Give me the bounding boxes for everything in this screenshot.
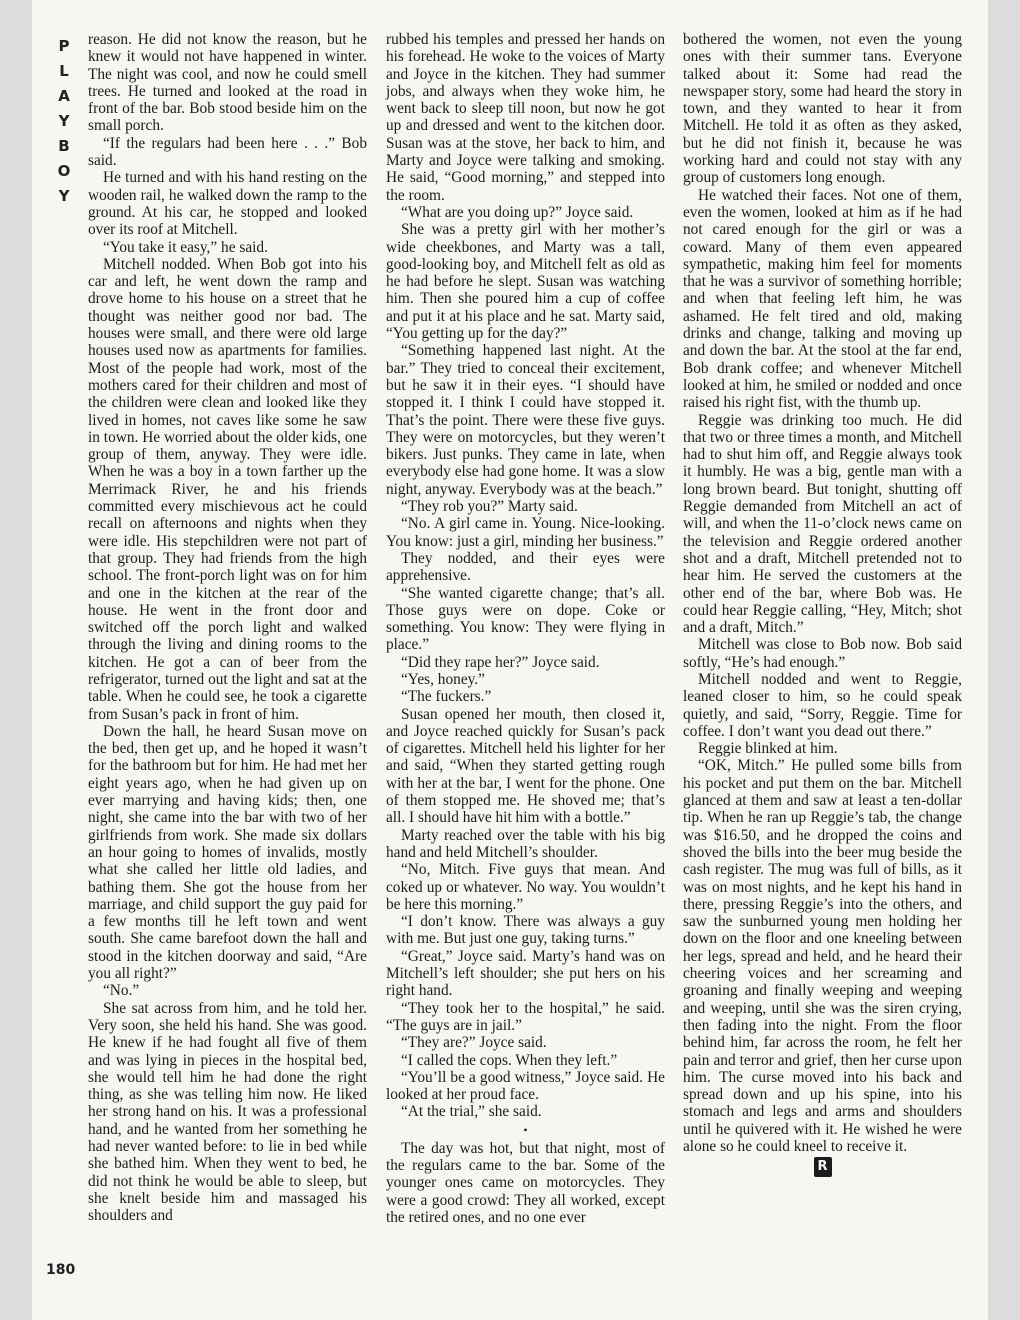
- running-head-letter: O: [57, 162, 71, 180]
- running-head-letter: L: [59, 62, 69, 80]
- paragraph: “Yes, honey.”: [401, 670, 485, 688]
- paragraph: “At the trial,” she said.: [401, 1103, 542, 1121]
- paragraph: He watched their faces. Not one of them, even the women, looked at him as if he had not cared enough for the girl or was a coward. Many of them even appeared sympathetic, making him feel for moments that he was a survivor of something horrible; and when that feeling left him, he was ashamed. He felt tired and old, making drinks and change, talking and moving up and down the bar. At the stool at the far end, Bob drank coffee; and whenever Mitchell looked at him, he smiled or nodded and once raised his right fist, with the thumb up.: [683, 186, 962, 412]
- paragraph: Mitchell nodded. When Bob got into his car and left, he went down the ramp and drove home to his house on a street that he thought was neither good nor bad. The houses were small, and there were old large houses used now as apartments for families. Most of the people had work, most of the mothers cared for their children and most of the children were clean and looked like they lived in homes, not caves like some he saw in town. He worried about the older kids, one group of them, anyway. They were idle. When he was a boy in a town farther up the Merrimack River, he and his friends committed every mischievous act he could recall on afternoons and nights when they were idle. His stepchildren were not part of that group. They had friends from the high school. The front-porch light was on for him and one in the kitchen at the rear of the house. He went in the front door and switched off the porch light and walked through the living and dining rooms to the kitchen. He got a can of beer from the refrigerator, turned out the light and sat at the table. When he could see, he took a cigarette from Susan’s pack in front of him.: [88, 255, 367, 723]
- paragraph: “They took her to the hospital,” he said. “The guys are in jail.”: [386, 999, 665, 1034]
- paragraph: “They are?” Joyce said.: [401, 1034, 547, 1052]
- paragraph: “What are you doing up?” Joyce said.: [401, 203, 634, 221]
- running-head-letter: Y: [58, 187, 70, 205]
- running-head-letter: B: [58, 137, 70, 155]
- paragraph: “You’ll be a good witness,” Joyce said. He looked at her proud face.: [386, 1068, 665, 1104]
- paragraph: “No, Mitch. Five guys that mean. And coked up or whatever. No way. You wouldn’t be here this morning.”: [386, 861, 665, 913]
- paragraph: She was a pretty girl with her mother’s wide cheekbones, and Marty was a tall, good-looking boy, and Mitchell felt as old as he had before he slept. Susan was watching him. Then she poured him a cup of coffee and put it at his place and he sat. Marty said, “You getting up for the day?”: [386, 221, 665, 343]
- paragraph: “You take it easy,” he said.: [103, 238, 268, 256]
- running-head-letter: A: [58, 87, 70, 105]
- paragraph: rubbed his temples and pressed her hands on his forehead. He woke to the voices of Marty and Joyce in the kitchen. They had summer jobs, and always when they woke him, he went back to sleep till noon, but now he got up and dressed and went to the kitchen door. Susan was at the stove, her back to him, and Marty and Joyce were talking and smoking. He said, “Good morning,” and stepped into the room.: [386, 31, 665, 204]
- paragraph: He turned and with his hand resting on the wooden rail, he walked down the ramp to the ground. At his car, he stopped and looked over its roof at Mitchell.: [88, 169, 367, 239]
- magazine-page: [32, 0, 988, 1320]
- paragraph: “Great,” Joyce said. Marty’s hand was on Mitchell’s left shoulder; she put hers on his right hand.: [386, 947, 665, 1000]
- paragraph: “No.”: [103, 982, 140, 1000]
- paragraph: Susan opened her mouth, then closed it, and Joyce reached quickly for Susan’s pack of cigarettes. Mitchell held his lighter for her and said, “When they started getting rough with her at the bar, I went for the phone. One of them stopped me. He shoved me; that’s all. I should have hit him with a bottle.”: [386, 705, 665, 827]
- paragraph: “Something happened last night. At the bar.” They tried to conceal their excitement, but he saw it in their eyes. “I should have stopped it. I think I could have stopped it. That’s the point. There were these five guys. They were on motorcycles, but they weren’t bikers. Just punks. They came in late, when everybody else had gone home. It was a slow night, anyway. Everybody was at the beach.”: [386, 342, 665, 498]
- paragraph: Mitchell nodded and went to Reggie, leaned closer to him, so he could speak quietly, and said, “Sorry, Reggie. Time for coffee. I don’t want you dead out there.”: [683, 670, 962, 740]
- text-column-2: [386, 31, 665, 1226]
- end-mark-icon: R: [814, 1157, 832, 1177]
- paragraph: bothered the women, not even the young ones with their summer tans. Everyone talked about it: Some had read the newspaper story, some had heard the story in town, and they wanted to hear it from Mitchell. He told it as often as they asked, but he did not finish it, because he was working hard and could not stay with any group of customers long enough.: [683, 31, 962, 187]
- paragraph: “The fuckers.”: [401, 688, 492, 706]
- paragraph: “I don’t know. There was always a guy with me. But just one guy, taking turns.”: [386, 913, 665, 948]
- paragraph: The day was hot, but that night, most of the regulars came to the bar. Some of the younger ones came on motorcycles. They were a good crowd: They all worked, except the retired ones, and no one ever: [386, 1139, 665, 1226]
- paragraph: They nodded, and their eyes were apprehensive.: [386, 549, 665, 585]
- paragraph: “Did they rape her?” Joyce said.: [401, 653, 600, 671]
- running-head-letter: Y: [58, 112, 70, 130]
- paragraph: She sat across from him, and he told her. Very soon, she held his hand. She was good. He knew if he had fought all five of them and was lying in pieces in the hospital bed, she would tell him he had done the right thing, as she was telling him now. He liked her strong hand on his. It was a professional hand, and he wanted from her something he had never wanted before: to lie in bed while she bathed him. When they went to bed, he did not think he would be able to sleep, but she knelt beside him and massaged his shoulders and: [88, 999, 367, 1225]
- paragraph: Marty reached over the table with his big hand and held Mitchell’s shoulder.: [386, 826, 665, 861]
- running-head-letter: P: [58, 37, 70, 55]
- paragraph: “They rob you?” Marty said.: [401, 498, 578, 516]
- paragraph: “No. A girl came in. Young. Nice-looking. You know: just a girl, minding her business.”: [386, 515, 665, 550]
- paragraph: Mitchell was close to Bob now. Bob said softly, “He’s had enough.”: [683, 636, 962, 671]
- running-head: [54, 34, 74, 209]
- paragraph: reason. He did not know the reason, but he knew it would not have happened in winter. The night was cool, and now he could smell trees. He turned and looked at the road in front of the bar. Bob stood beside him on the small porch.: [88, 31, 367, 135]
- paragraph: “OK, Mitch.” He pulled some bills from his pocket and put them on the bar. Mitchell glanced at them and saw at least a ten-dollar tip. When he ran up Reggie’s tab, the change was $16.50, and he dropped the coins and shoved the bills into the beer mug beside the cash register. The mug was full of bills, as it was on most nights, and he kept his hand in there, pressing Reggie’s into the others, and saw the sunburned young men holding her down on the floor and one kneeling between her legs, spread and held, and he heard their cheering voices and her screaming and groaning and finally weeping and weeping and weeping, until she was the siren crying, then fading into the night. From the floor behind him, far across the room, he felt her pain and terror and grief, then her curse upon him. The curse moved into his back and spread down and up his spine, into his stomach and legs and arms and shoulders until he quivered with it. He wished he were alone so he could kneel to receive it.: [683, 757, 962, 1155]
- text-column-1: [88, 31, 367, 1224]
- paragraph: “She wanted cigarette change; that’s all. Those guys were on dope. Coke or something. You know: They were flying in place.”: [386, 584, 665, 654]
- text-column-3: [683, 31, 962, 1177]
- paragraph: “I called the cops. When they left.”: [401, 1051, 618, 1069]
- paragraph: Reggie blinked at him.: [698, 740, 838, 758]
- paragraph: “If the regulars had been here . . .” Bob said.: [88, 134, 367, 170]
- paragraph: Down the hall, he heard Susan move on the bed, then get up, and he hoped it wasn’t for the bathroom but for him. He had met her eight years ago, when he had given up on ever marrying and having kids; then, one night, she came into the bar with two of her girlfriends from work. She made six dollars an hour going to homes of invalids, mostly what she called her little old ladies, and bathing them. She got the house from her marriage, and child support the guy paid for a few months till he left town and went south. She came barefoot down the hall and stood in the kitchen doorway and said, “Are you all right?”: [88, 722, 367, 983]
- section-break: •: [523, 1122, 528, 1137]
- paragraph: Reggie was drinking too much. He did that two or three times a month, and Mitchell had to shut him off, and Reggie always took it humbly. He was a big, gentle man with a long brown beard. But tonight, shutting off Reggie demanded from Mitchell an act of will, and when the 11-o’clock news came on the television and Reggie ordered another shot and a draft, Mitchell pretended not to hear him. He served the customers at the other end of the bar, where Bob was. He could hear Reggie calling, “Hey, Mitch; shot and a draft, Mitch.”: [683, 411, 962, 637]
- page-number: 180: [46, 1262, 76, 1278]
